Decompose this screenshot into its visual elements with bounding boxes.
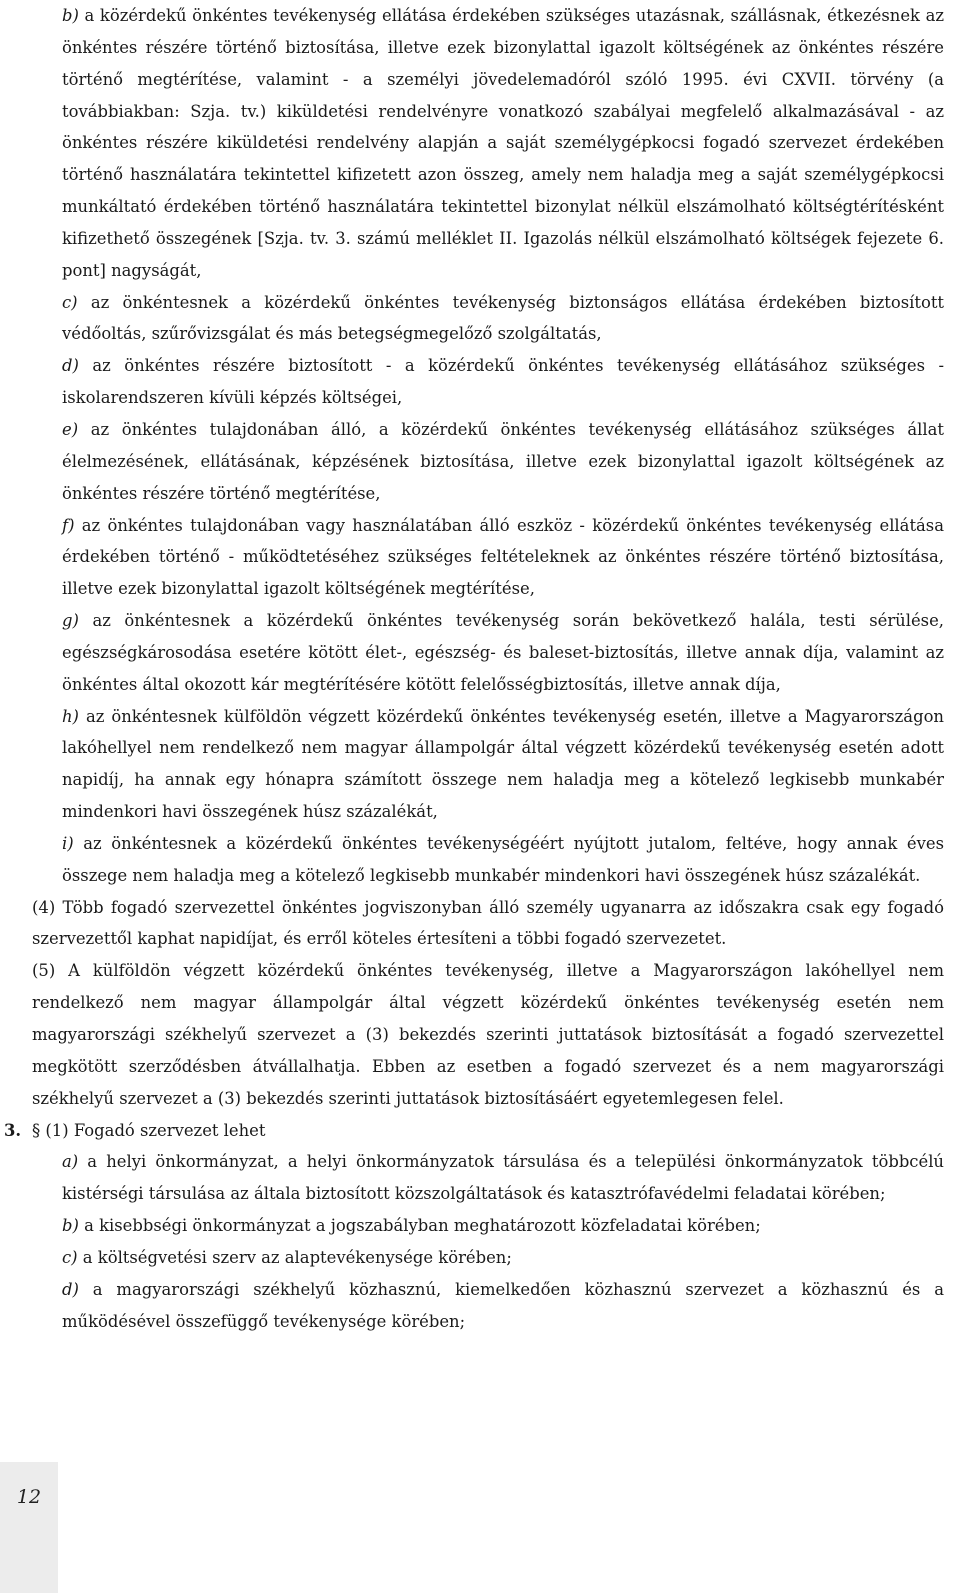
item-label: i) — [62, 833, 74, 853]
item-label: d) — [62, 356, 79, 376]
section-3 — [4, 1115, 944, 1338]
item-label: b) — [62, 1216, 79, 1236]
paragraph-d — [32, 350, 944, 414]
item-text: az önkéntesnek a közérdekű önkéntes tevékenység során bekövetkező halála, testi sérülése, egészségkárosodása esetére kötött élet-, egészség- és baleset-biztosítás, illetve annak díja, valamint az önkéntes által okozott kár megtérítésére kötött felelősségbiztosítás, illetve annak díja, — [62, 611, 944, 694]
item-label: c) — [62, 292, 78, 312]
paragraph-4: (4) Több fogadó szervezettel önkéntes jogviszonyban álló személy ugyanarra az időszakra csak egy fogadó szervezettől kaphat napidíjat, és erről köteles értesíteni a többi fogadó szervezetet. — [32, 897, 944, 949]
paragraph-e — [32, 414, 944, 510]
item-label: a) — [62, 1152, 79, 1172]
section-3-item-b — [32, 1210, 944, 1242]
item-label: g) — [62, 611, 79, 631]
paragraph-c — [32, 287, 944, 351]
section-heading: § (1) Fogadó szervezet lehet — [32, 1120, 266, 1140]
item-text: az önkéntesnek a közérdekű önkéntes tevékenységéért nyújtott jutalom, feltéve, hogy annak éves összege nem haladja meg a kötelező legkisebb munkabér mindenkori havi összegének húsz százalékát. — [62, 833, 944, 885]
section-number: 3. — [4, 1120, 22, 1140]
item-label: e) — [62, 419, 79, 439]
item-text: az önkéntesnek a közérdekű önkéntes tevékenység biztonságos ellátása érdekében biztosított védőoltás, szűrővizsgálat és más betegségmegelőző szolgáltatás, — [62, 292, 944, 344]
section-3-item-a — [32, 1146, 944, 1210]
item-text: az önkéntesnek külföldön végzett közérdekű önkéntes tevékenység esetén, illetve a Magyarországon lakóhellyel nem rendelkező nem magyar állampolgár által végzett közérdekű tevékenység esetén adott napidíj, ha annak egy hónapra számított összege nem haladja meg a kötelező legkisebb munkabér mindenkori havi összegének húsz százalékát, — [62, 706, 944, 822]
item-label: h) — [62, 706, 79, 726]
item-text: a helyi önkormányzat, a helyi önkormányzatok társulása és a települési önkormányzatok többcélú kistérségi társulása az általa biztosított közszolgáltatások és katasztrófavédelmi feladatai körében; — [62, 1152, 944, 1204]
item-text: a közérdekű önkéntes tevékenység ellátása érdekében szükséges utazásnak, szállásnak, étkezésnek az önkéntes részére történő biztosítása, illetve ezek bizonylattal igazolt költségének az önkéntes részére történő megtérítése, valamint - a személyi jövedelemadóról szóló 1995. évi CXVII. törvény (a továbbiakban: Szja. tv.) kiküldetési rendelvényre vonatkozó szabályai megfelelő alkalmazásával - az önkéntes részére kiküldetési rendelvény alapján a saját személygépkocsi fogadó szervezet érdekében történő használatára tekintettel kifizetett azon összeg, amely nem haladja meg a saját személygépkocsi munkáltató érdekében történő használatára tekintettel bizonylat nélkül elszámolható költségtérítésként kifizethető összegének [Szja. tv. 3. számú melléklet II. Igazolás nélkül elszámolható költségek fejezete 6. pont] nagyságát, — [62, 6, 944, 280]
page-number: 12 — [16, 1486, 42, 1508]
item-text: a magyarországi székhelyű közhasznú, kiemelkedően közhasznú szervezet a közhasznú és a működésével összefüggő tevékenysége körében; — [62, 1279, 944, 1331]
paragraph-h — [32, 701, 944, 828]
item-label: d) — [62, 1279, 79, 1299]
section-3-item-d — [32, 1274, 944, 1338]
item-text: a költségvetési szerv az alaptevékenysége körében; — [77, 1247, 512, 1267]
item-label: b) — [62, 6, 79, 25]
item-text: az önkéntes részére biztosított - a közérdekű önkéntes tevékenység ellátásához szükséges - iskolarendszeren kívüli képzés költségei, — [62, 356, 944, 408]
paragraph-f — [32, 510, 944, 606]
paragraph-i — [32, 828, 944, 892]
item-label: f) — [62, 515, 75, 535]
paragraph-5: (5) A külföldön végzett közérdekű önkéntes tevékenység, illetve a Magyarországon lakóhellyel nem rendelkező nem magyar állampolgár által végzett közérdekű önkéntes tevékenység esetén nem magyarországi székhelyű szervezet a (3) bekezdés szerinti juttatások biztosítását a fogadó szervezettel megkötött szerződésben átvállalhatja. Ebben az esetben a fogadó szervezet és a nem magyarországi székhelyű szervezet a (3) bekezdés szerinti juttatások biztosításáért egyetemlegesen felel. — [32, 961, 944, 1108]
page-number-box — [0, 1462, 58, 1593]
paragraph-g — [32, 605, 944, 701]
item-text: az önkéntes tulajdonában álló, a közérdekű önkéntes tevékenység ellátásához szükséges állat élelmezésének, ellátásának, képzésének biztosítása, illetve ezek bizonylattal igazolt költségének az önkéntes részére történő megtérítése, — [62, 419, 944, 503]
item-text: a kisebbségi önkormányzat a jogszabályban meghatározott közfeladatai körében; — [78, 1216, 761, 1236]
item-text: az önkéntes tulajdonában vagy használatában álló eszköz - közérdekű önkéntes tevékenység ellátása érdekében történő - működtetéséhez szükséges feltételeknek az önkéntes részére történő biztosítása, illetve ezek bizonylattal igazolt költségének megtérítése, — [62, 515, 944, 599]
document-body — [4, 0, 944, 1337]
item-label: c) — [62, 1247, 78, 1267]
paragraph-b — [32, 0, 944, 287]
section-3-item-c — [32, 1242, 944, 1274]
